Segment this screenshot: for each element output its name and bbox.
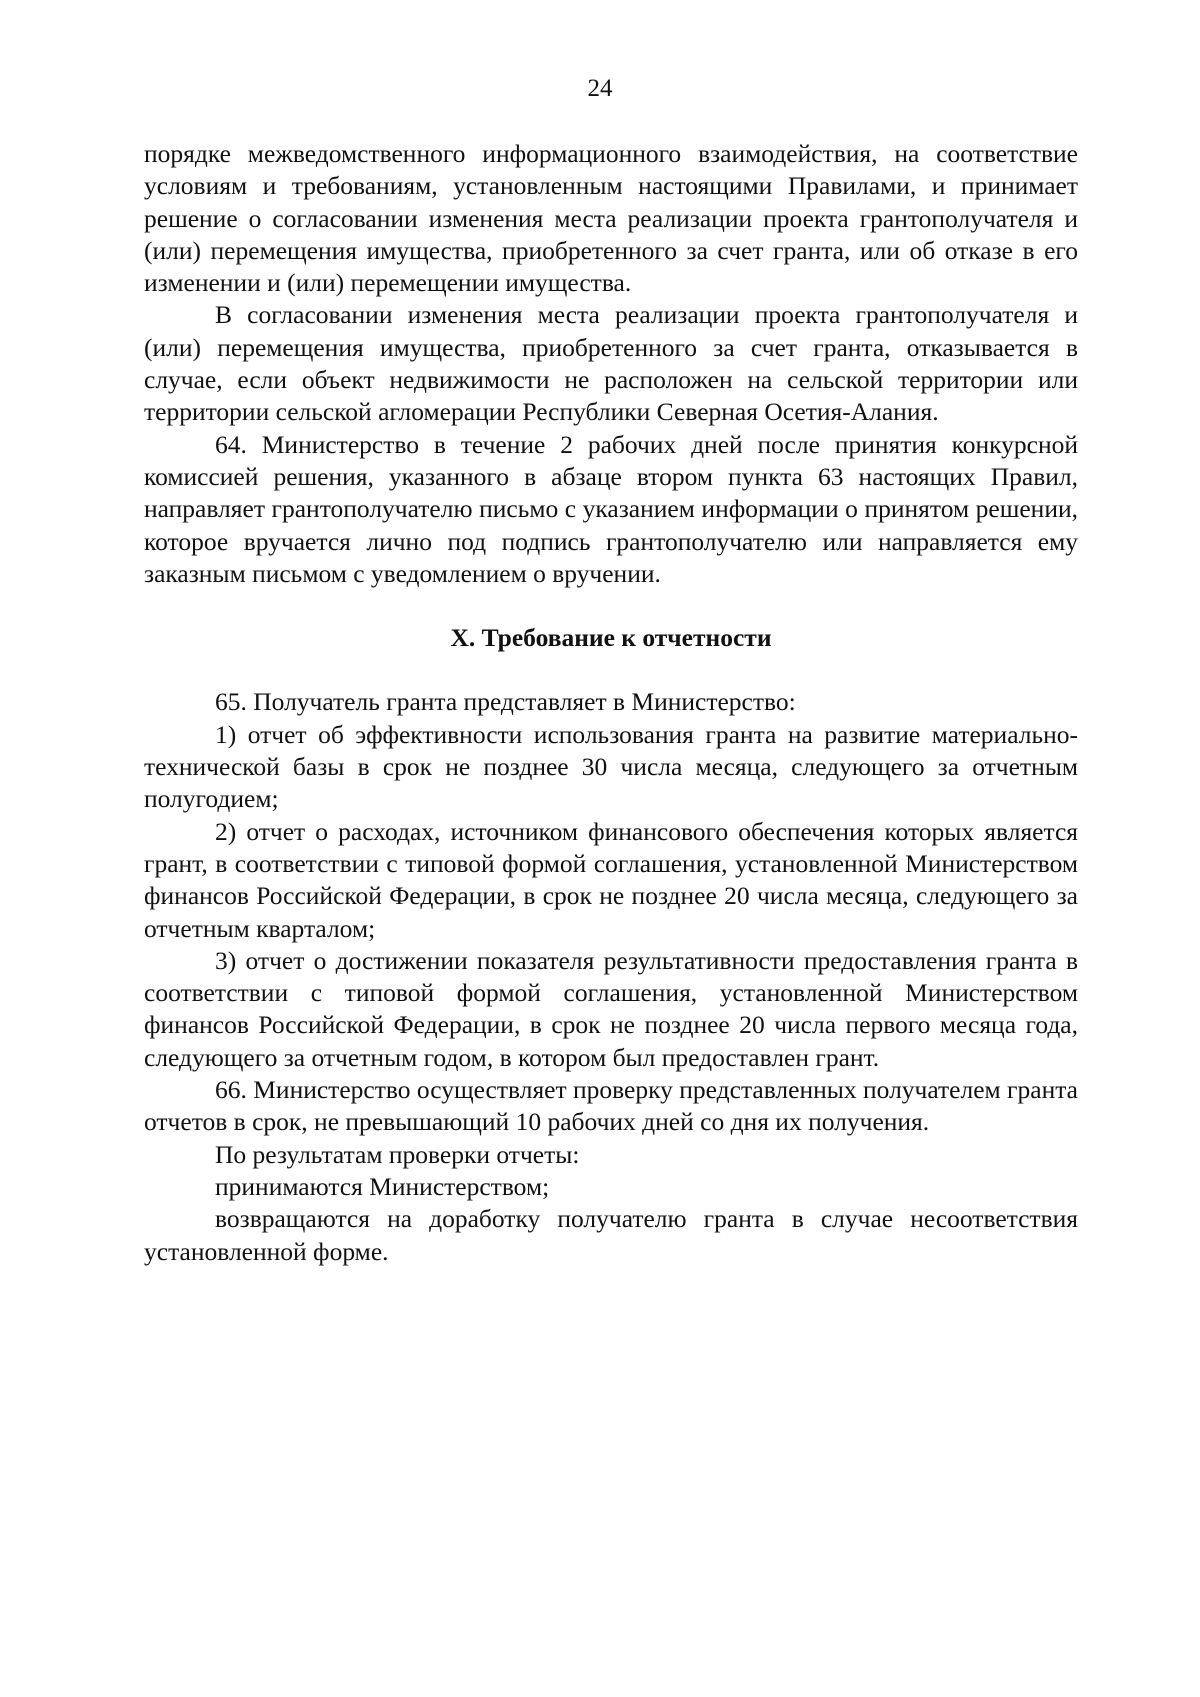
- paragraph: 66. Министерство осуществляет проверку представленных получателем гранта отчетов в срок, не превышающий 10 рабочих дней со дня их получения.: [144, 1075, 1078, 1137]
- paragraph: По результатам проверки отчеты:: [215, 1139, 580, 1169]
- paragraph: 64. Министерство в течение 2 рабочих дней после принятия конкурсной комиссией решения, указанного в абзаце втором пункта 63 настоящих Правил, направляет грантополучателю письмо с указанием информации о принятом решении, которое вручается лично под подпись грантополучателю или направляется ему заказным письмом с уведомлением о вручении.: [144, 429, 1078, 588]
- paragraph: принимаются Министерством;: [215, 1171, 550, 1201]
- paragraph: 1) отчет об эффективности использования гранта на развитие материально-технической базы в срок не позднее 30 числа месяца, следующего за отчетным полугодием;: [144, 719, 1078, 814]
- paragraph: 2) отчет о расходах, источником финансового обеспечения которых является грант, в соответствии с типовой формой соглашения, установленной Министерством финансов Российской Федерации, в срок не позднее 20 числа месяца, следующего за отчетным кварталом;: [144, 816, 1078, 943]
- paragraph: В согласовании изменения места реализации проекта грантополучателя и (или) перемещения имущества, приобретенного за счет гранта, отказывается в случае, если объект недвижимости не расположен на сельской территории или территории сельской агломерации Республики Северная Осетия-Алания.: [144, 300, 1078, 427]
- paragraph: 65. Получатель гранта представляет в Министерство:: [215, 687, 796, 717]
- document-body: [144, 138, 1078, 1268]
- paragraph: порядке межведомственного информационного взаимодействия, на соответствие условиям и требованиям, установленным настоящими Правилами, и принимает решение о согласовании изменения места реализации проекта грантополучателя и (или) перемещения имущества, приобретенного за счет гранта, или об отказе в его изменении и (или) перемещении имущества.: [144, 139, 1078, 298]
- page-number: 24: [587, 75, 613, 102]
- section-heading: X. Требование к отчетности: [450, 623, 772, 653]
- paragraph: возвращаются на доработку получателю гранта в случае несоответствия установленной форме.: [144, 1204, 1078, 1266]
- paragraph: 3) отчет о достижении показателя результативности предоставления гранта в соответствии с типовой формой соглашения, установленной Министерством финансов Российской Федерации, в срок не позднее 20 числа первого месяца года, следующего за отчетным годом, в котором был предоставлен грант.: [144, 945, 1078, 1072]
